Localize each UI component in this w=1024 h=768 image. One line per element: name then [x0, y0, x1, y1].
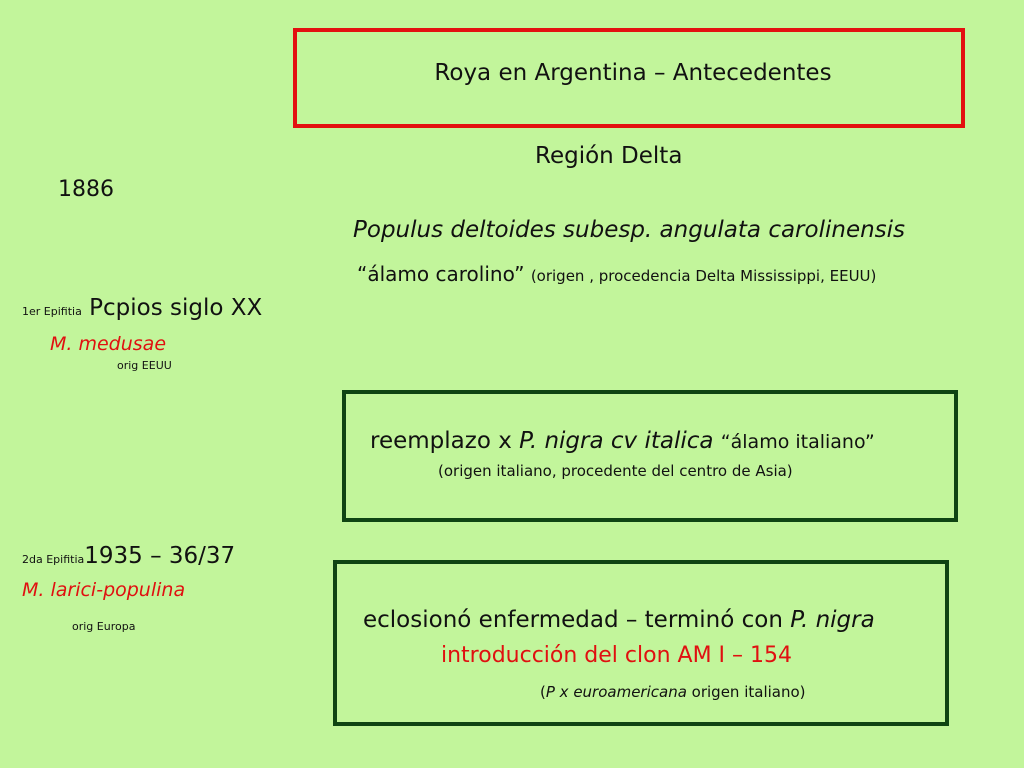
epifitia-1-period: Pcpios siglo XX [89, 295, 263, 321]
outcome-prefix: eclosionó enfermedad – terminó con [363, 607, 783, 633]
clone-origin-species: P x euroamericana [545, 683, 687, 701]
epifitia-2-period: 1935 – 36/37 [84, 543, 236, 569]
region-heading: Región Delta [535, 143, 683, 169]
slide-title: Roya en Argentina – Antecedentes [434, 60, 832, 86]
clone-origin-rest: origen italiano) [686, 683, 806, 701]
clone-origin-open: ( [540, 683, 546, 701]
species-name: Populus deltoides subesp. angulata carolinensis [353, 217, 906, 243]
year-1886: 1886 [58, 177, 114, 202]
epifitia-1-pathogen: M. medusae [50, 333, 167, 355]
alamo-origin-note: (origen , procedencia Delta Mississippi, EEUU) [530, 267, 877, 285]
outcome-line [363, 607, 875, 633]
epifitia-1-origin: orig EEUU [117, 359, 172, 372]
epifitia-2-pathogen: M. larici-populina [22, 579, 186, 601]
clone-introduction: introducción del clon AM I – 154 [441, 643, 793, 668]
alamo-carolino-line [357, 262, 876, 286]
epifitia-1-line [22, 295, 262, 321]
epifitia-2-line [22, 543, 235, 569]
replacement-origin: (origen italiano, procedente del centro de Asia) [438, 462, 793, 480]
epifitia-1-label: 1er Epifitia [22, 305, 82, 318]
replacement-species: P. nigra cv italica [519, 428, 714, 454]
alamo-common-name: “álamo carolino” [357, 262, 525, 286]
epifitia-2-label: 2da Epifitia [22, 553, 85, 566]
replacement-prefix: reemplazo x [370, 428, 512, 454]
clone-origin [540, 683, 806, 701]
replacement-box [342, 390, 958, 522]
replacement-common-name: “álamo italiano” [720, 431, 875, 453]
outcome-species: P. nigra [790, 607, 875, 633]
replacement-line [370, 428, 875, 454]
epifitia-2-origin: orig Europa [72, 620, 136, 633]
